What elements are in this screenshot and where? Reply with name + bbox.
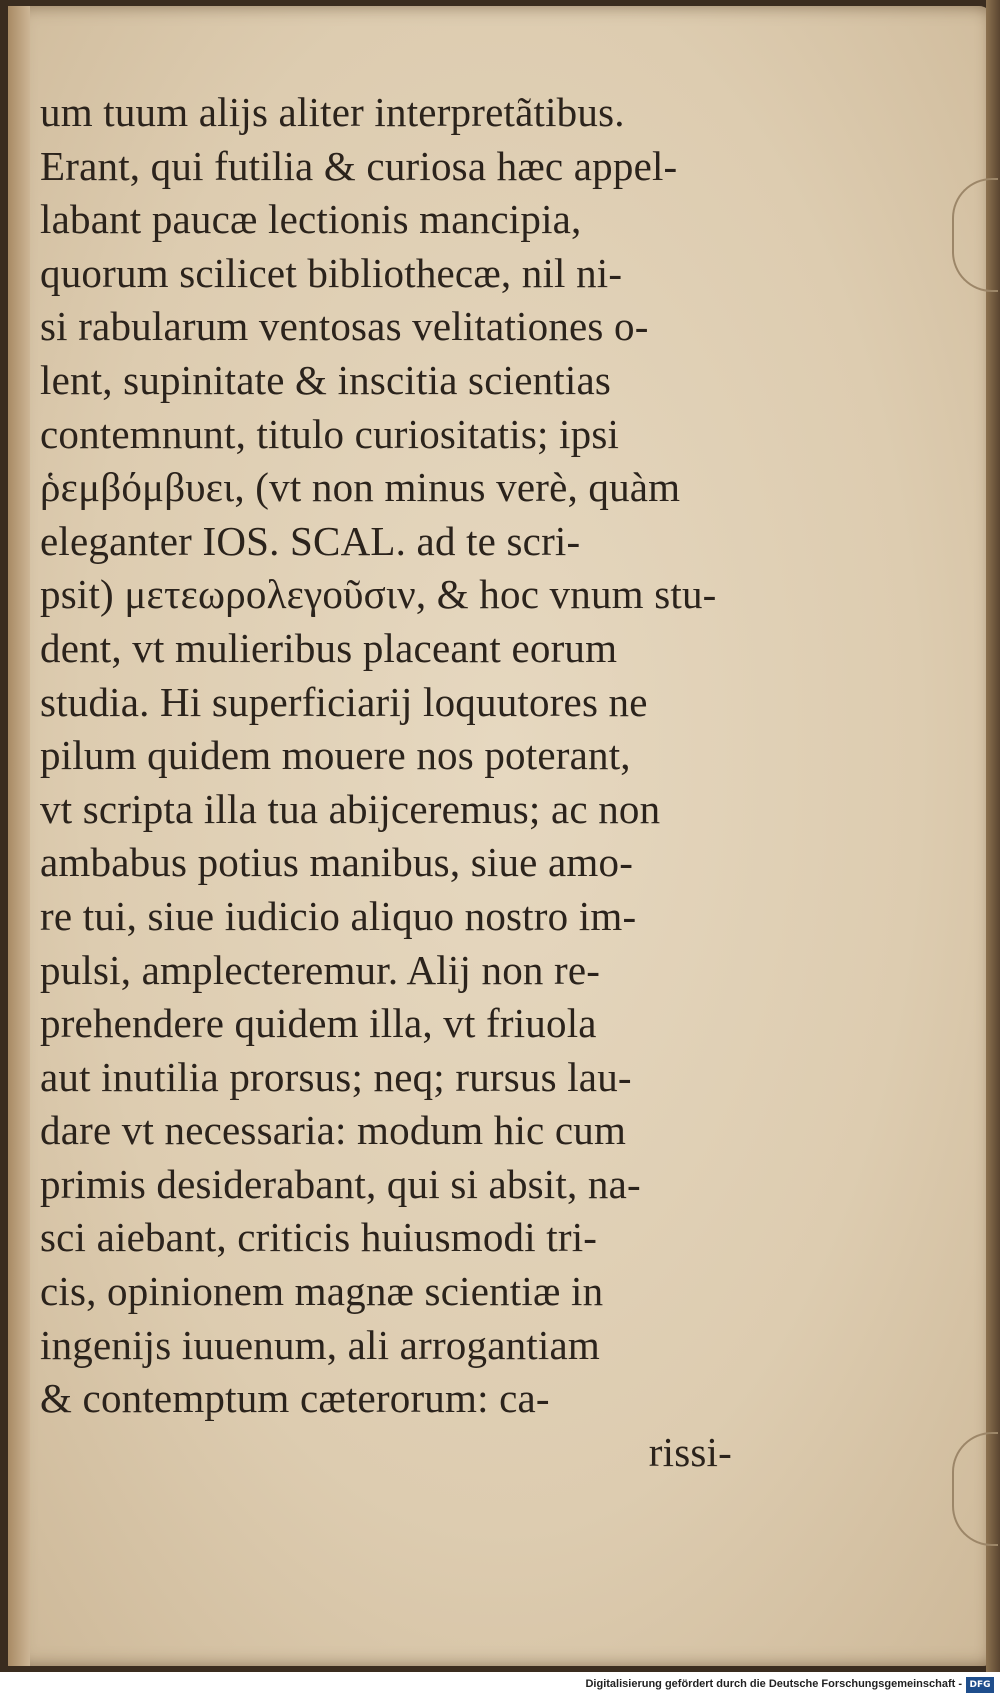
- text-line: quorum scilicet bibliothecæ, nil ni-: [40, 249, 623, 296]
- text-line: pulsi, amplecteremur. Alij non re-: [40, 946, 601, 993]
- text-line: Erant, qui futilia & curiosa hæc appel-: [40, 142, 678, 189]
- page-clip-bottom: [952, 1432, 998, 1546]
- text-line: re tui, siue iudicio aliquo nostro im-: [40, 892, 637, 939]
- text-line: eleganter IOS. SCAL. ad te scri-: [40, 517, 581, 564]
- text-line: ῥεμβόμβυει, (vt non minus verè, quàm: [40, 464, 681, 511]
- text-line: labant paucæ lectionis mancipia,: [40, 196, 582, 243]
- body-text: [40, 86, 740, 1479]
- funding-credit: Digitalisierung gefördert durch die Deutsche Forschungsgemeinschaft -: [585, 1678, 962, 1690]
- dfg-logo-icon: DFG: [966, 1677, 994, 1693]
- text-line: cis, opinionem magnæ scientiæ in: [40, 1268, 604, 1315]
- text-line: si rabularum ventosas velitationes o-: [40, 303, 649, 350]
- text-line: ingenijs iuuenum, ali arrogantiam: [40, 1321, 600, 1368]
- text-line: vt scripta illa tua abijceremus; ac non: [40, 785, 661, 832]
- text-line: & contemptum cæterorum: ca-: [40, 1375, 550, 1422]
- text-line: dent, vt mulieribus placeant eorum: [40, 624, 618, 671]
- text-line: prehendere quidem illa, vt friuola: [40, 1000, 597, 1047]
- catchword: rissi-: [648, 1428, 732, 1475]
- digitization-footer: [0, 1672, 1000, 1700]
- text-line: lent, supinitate & inscitia scientias: [40, 356, 612, 403]
- text-line: ambabus potius manibus, siue amo-: [40, 839, 634, 886]
- text-line: psit) μετεωρολεγοῦσιν, & hoc vnum stu-: [40, 571, 717, 618]
- text-line: studia. Hi superficiarij loquutores ne: [40, 678, 648, 725]
- text-line: contemnunt, titulo curiositatis; ipsi: [40, 410, 620, 457]
- text-line: aut inutilia prorsus; neq; rursus lau-: [40, 1053, 632, 1100]
- binding-spine: [8, 6, 30, 1666]
- text-line: sci aiebant, criticis huiusmodi tri-: [40, 1214, 598, 1261]
- text-line: primis desiderabant, qui si absit, na-: [40, 1160, 641, 1207]
- page-clip-top: [952, 178, 998, 292]
- text-line: dare vt necessaria: modum hic cum: [40, 1107, 627, 1154]
- text-line: um tuum alijs aliter interpretãtibus.: [40, 89, 625, 135]
- text-line: pilum quidem mouere nos poterant,: [40, 732, 631, 779]
